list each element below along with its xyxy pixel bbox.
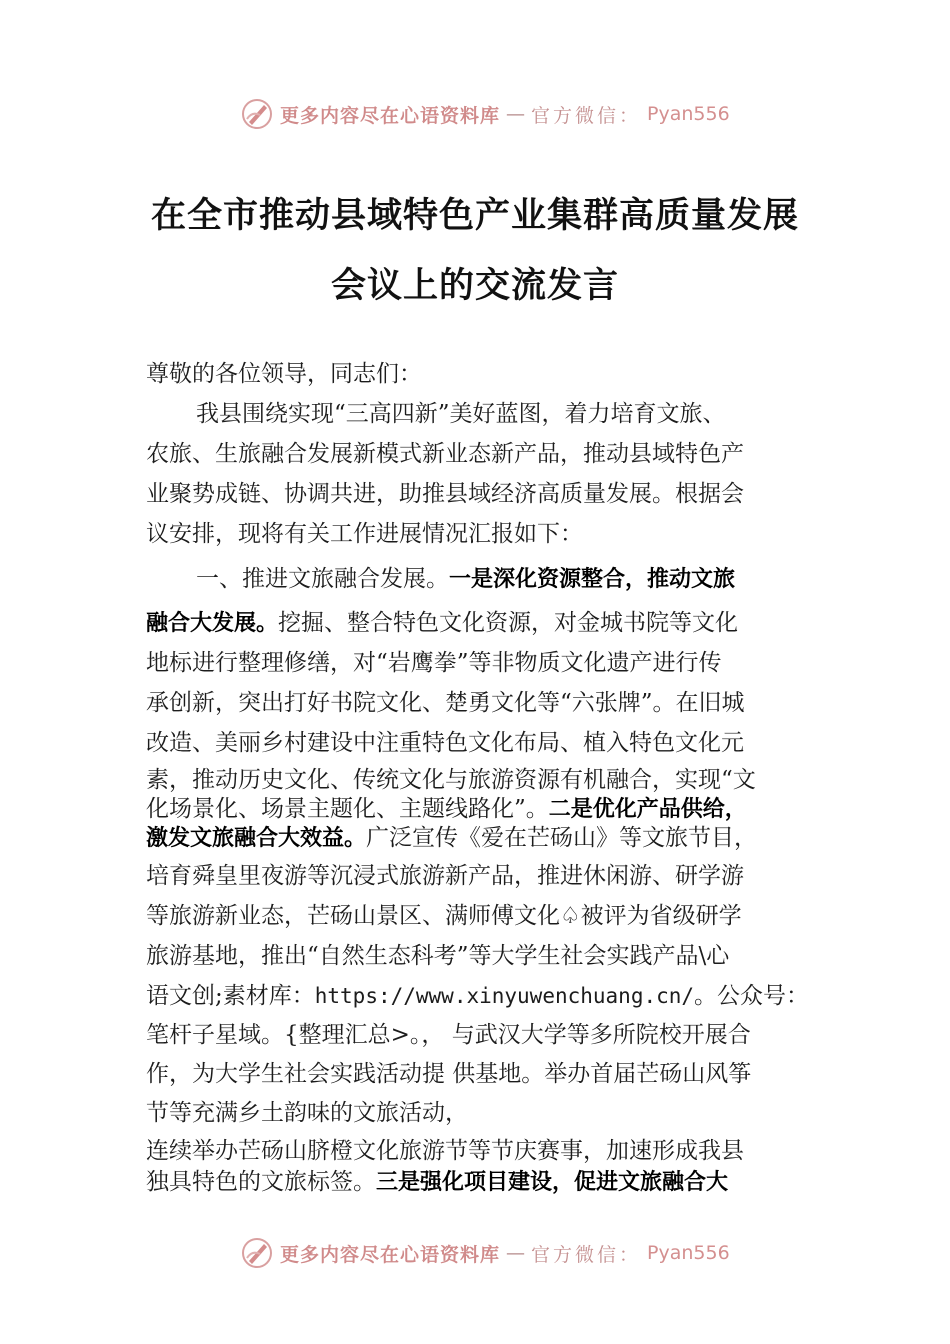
body-line <box>146 981 809 1011</box>
body-line: 旅游基地，推出“自然生态科考”等大学生社会实践产品\心 <box>146 943 730 969</box>
bold-subheading: 一是深化资源整合，推动文旅 <box>449 567 736 592</box>
bold-subheading: 融合大发展。 <box>146 611 279 636</box>
bold-subheading: 二是优化产品供给， <box>548 797 747 822</box>
salutation: 尊敬的各位领导，同志们： <box>146 361 422 387</box>
document-title-line-1: 在全市推动县域特色产业集群高质量发展 <box>150 195 799 236</box>
pen-logo-icon <box>240 1236 274 1270</box>
watermark-banner-top <box>240 96 730 132</box>
body-line: 农旅、生旅融合发展新模式新业态新产品，推动县域特色产 <box>146 441 744 467</box>
bold-subheading: 三是强化项目建设，促进文旅融合大 <box>376 1170 729 1195</box>
section-heading: 一、推进文旅融合发展。 <box>196 566 449 592</box>
pen-logo-icon <box>240 97 274 131</box>
document-title-line-2: 会议上的交流发言 <box>330 265 619 306</box>
watermark-main-text: 更多内容尽在心语资料库 <box>280 104 501 127</box>
watermark-separator: — <box>506 1242 526 1264</box>
body-text: 独具特色的文旅标签。 <box>146 1169 376 1195</box>
body-line: 节等充满乡土韵味的文旅活动， <box>146 1100 468 1126</box>
body-line: 作，为大学生社会实践活动提 供基地。举办首届芒砀山风筝 <box>146 1061 752 1087</box>
watermark-main-text: 更多内容尽在心语资料库 <box>280 1243 501 1266</box>
watermark-separator: — <box>506 103 526 125</box>
body-line: 等旅游新业态，芒砀山景区、满师傅文化♤被评为省级研学 <box>146 903 742 929</box>
watermark-id: Pyan556 <box>647 103 730 125</box>
body-line: 业聚势成链、协调共进，助推县域经济高质量发展。根据会 <box>146 481 744 507</box>
body-line <box>146 608 738 639</box>
body-line: 素，推动历史文化、传统文化与旅游资源有机融合，实现“文 <box>146 767 756 793</box>
body-text: 广泛宣传《爱在芒砀山》等文旅节目， <box>366 825 758 851</box>
body-text: 。公众号： <box>694 983 810 1009</box>
body-line: 议安排，现将有关工作进展情况汇报如下： <box>146 521 583 547</box>
body-line <box>146 794 747 825</box>
section-heading-line <box>196 564 735 595</box>
watermark-label: 官方微信： <box>531 1243 642 1266</box>
body-line: 承创新，突出打好书院文化、楚勇文化等“六张牌”。在旧城 <box>146 690 745 716</box>
body-line: 地标进行整理修缮，对“岩鹰拳”等非物质文化遗产进行传 <box>146 650 722 676</box>
body-line: 我县围绕实现“三高四新”美好蓝图，着力培育文旅、 <box>196 401 726 427</box>
body-line <box>146 1167 728 1198</box>
body-line: 改造、美丽乡村建设中注重特色文化布局、植入特色文化元 <box>146 730 744 756</box>
watermark-banner-bottom <box>240 1235 730 1271</box>
body-text: 语文创;素材库： <box>146 983 315 1009</box>
body-line: 培育舜皇里夜游等沉浸式旅游新产品，推进休闲游、研学游 <box>146 863 744 889</box>
body-line: 笔杆子星域。{整理汇总>。， 与武汉大学等多所院校开展合 <box>146 1022 751 1048</box>
watermark-id: Pyan556 <box>647 1242 730 1264</box>
url-text: https://www.xinyuwenchuang.cn/ <box>314 984 695 1008</box>
body-text: 化场景化、场景主题化、主题线路化”。 <box>146 796 549 822</box>
body-line: 连续举办芒砀山脐橙文化旅游节等节庆赛事，加速形成我县 <box>146 1138 744 1164</box>
body-line <box>146 823 757 854</box>
body-text: 挖掘、整合特色文化资源，对金城书院等文化 <box>278 610 739 636</box>
watermark-label: 官方微信： <box>531 104 642 127</box>
bold-subheading: 激发文旅融合大效益。 <box>146 826 367 851</box>
